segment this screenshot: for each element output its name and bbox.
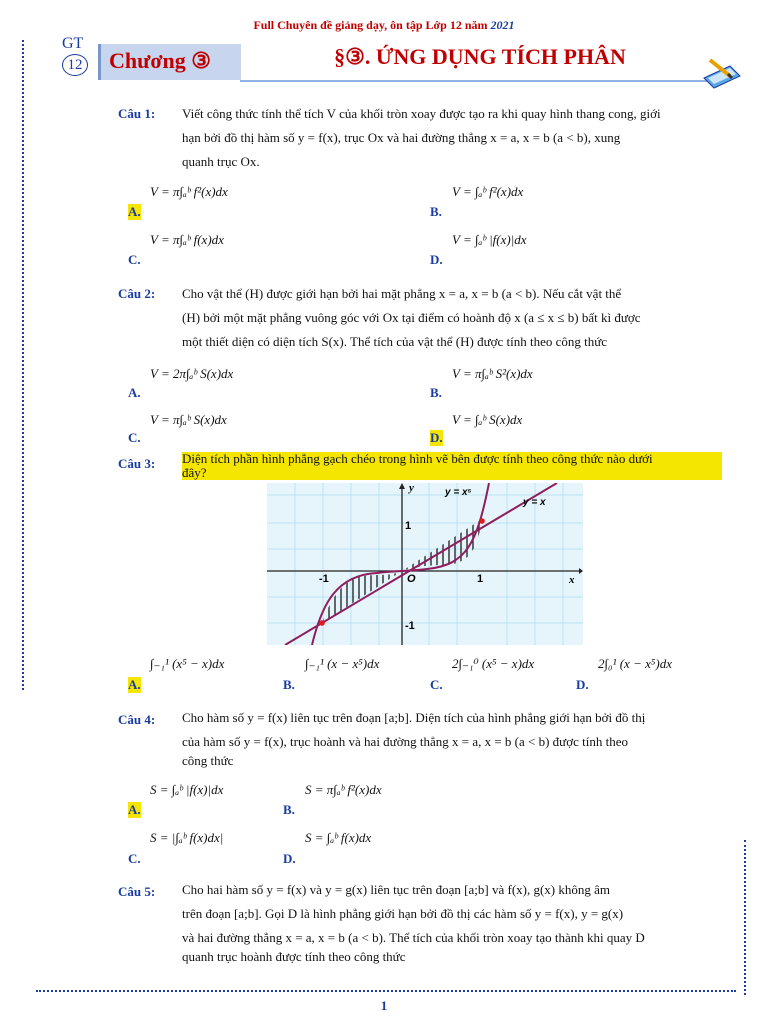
q4-option-c-formula: S = |∫ₐᵇ f(x)dx|	[150, 830, 224, 845]
q1-option-d-key[interactable]: D.	[430, 252, 443, 267]
left-border-decoration	[22, 40, 28, 690]
section-bar	[240, 44, 720, 82]
question-4-label: Câu 4:	[118, 712, 156, 727]
q2-option-a-key[interactable]: A.	[128, 385, 141, 400]
q1-line-2: hạn bởi đồ thị hàm số y = f(x), trục Ox và hai đường thẳng x = a, x = b (a < b), xung	[182, 130, 621, 145]
q2-option-d-formula: V = ∫ₐᵇ S(x)dx	[452, 412, 523, 427]
q4-line-3: công thức	[182, 753, 234, 768]
question-2-text	[182, 282, 722, 354]
q5-line-2: trên đoạn [a;b]. Gọi D là hình phẳng giới hạn bởi đồ thị các hàm số y = f(x), y = g(x)	[182, 906, 624, 921]
question-3-label: Câu 3:	[118, 456, 156, 471]
chapter-title: Chương ③	[109, 48, 211, 73]
q2-option-d-key[interactable]: D.	[430, 430, 443, 445]
question-4-text	[182, 706, 722, 768]
x-tick-1: 1	[477, 573, 484, 585]
q4-option-d-key[interactable]: D.	[283, 851, 296, 866]
q3-option-d-formula: 2∫₀¹ (x − x⁵)dx	[598, 656, 672, 671]
q1-option-c-formula: V = π∫ₐᵇ f(x)dx	[150, 232, 224, 247]
grade-number: 12	[62, 54, 88, 76]
right-border-decoration	[740, 840, 746, 995]
q5-line-3: và hai đường thẳng x = a, x = b (a < b). Thể tích của khối tròn xoay tạo thành khi quay D	[182, 930, 645, 945]
header-year: 2021	[490, 18, 515, 32]
q2-line-2: (H) bởi một mặt phẳng vuông góc với Ox tại điểm có hoành độ x (a ≤ x ≤ b) bất kì được	[182, 310, 641, 325]
footer-divider	[36, 990, 736, 993]
q3-option-b-formula: ∫₋₁¹ (x − x⁵)dx	[305, 656, 380, 671]
page-number: 1	[380, 998, 388, 1013]
document-header	[0, 18, 768, 33]
q3-line-2: đây?	[182, 465, 207, 480]
x-tick-minus-1: -1	[319, 573, 329, 585]
intersection-point-left	[319, 620, 325, 626]
q4-option-a-key[interactable]: A.	[128, 802, 141, 817]
q2-line-1: Cho vật thể (H) được giới hạn bởi hai mặt phẳng x = a, x = b (a < b). Nếu cắt vật thể	[182, 286, 622, 301]
q2-line-3: một thiết diện có diện tích S(x). Thể tích của vật thể (H) được tính theo công thức	[182, 334, 608, 349]
q3-option-c-key[interactable]: C.	[430, 677, 443, 692]
q1-option-a-key[interactable]: A.	[128, 204, 141, 219]
graph-figure	[267, 483, 583, 645]
y-tick-1: 1	[405, 520, 412, 532]
q4-option-a-formula: S = ∫ₐᵇ |f(x)|dx	[150, 782, 224, 797]
question-1-text	[182, 102, 722, 174]
q2-option-b-formula: V = π∫ₐᵇ S²(x)dx	[452, 366, 533, 381]
q5-line-1: Cho hai hàm số y = f(x) và y = g(x) liên tục trên đoạn [a;b] và f(x), g(x) không âm	[182, 882, 611, 897]
q4-line-2: của hàm số y = f(x), trục hoành và hai đường thẳng x = a, x = b (a < b) được tính theo	[182, 734, 628, 749]
question-2-label: Câu 2:	[118, 286, 156, 301]
origin-label: O	[407, 573, 416, 585]
section-title: §③. ỨNG DỤNG TÍCH PHÂN	[334, 44, 626, 69]
q4-option-b-key[interactable]: B.	[283, 802, 295, 817]
grade-badge	[62, 36, 88, 76]
question-5-text	[182, 878, 722, 964]
q3-option-a-key[interactable]: A.	[128, 677, 141, 692]
q1-option-b-key[interactable]: B.	[430, 204, 442, 219]
book-pen-icon	[700, 56, 744, 90]
q3-option-b-key[interactable]: B.	[283, 677, 295, 692]
question-1-label: Câu 1:	[118, 106, 156, 121]
y-axis-label: y	[409, 483, 414, 494]
label-y-x: y = x	[523, 497, 546, 508]
header-text: Full Chuyên đề giảng dạy, ôn tập Lớp 12 năm	[253, 18, 488, 32]
q2-option-b-key[interactable]: B.	[430, 385, 442, 400]
q1-option-c-key[interactable]: C.	[128, 252, 141, 267]
q4-option-c-key[interactable]: C.	[128, 851, 141, 866]
intersection-point-right	[479, 518, 485, 524]
q2-option-a-formula: V = 2π∫ₐᵇ S(x)dx	[150, 366, 234, 381]
q4-option-b-formula: S = π∫ₐᵇ f²(x)dx	[305, 782, 382, 797]
label-y-x5: y = x⁵	[445, 487, 472, 498]
question-5-label: Câu 5:	[118, 884, 156, 899]
q1-line-3: quanh trục Ox.	[182, 154, 260, 169]
y-tick-minus-1: -1	[405, 620, 415, 632]
q3-option-c-formula: 2∫₋₁⁰ (x⁵ − x)dx	[452, 656, 535, 671]
q1-option-d-formula: V = ∫ₐᵇ |f(x)|dx	[452, 232, 527, 247]
q2-option-c-formula: V = π∫ₐᵇ S(x)dx	[150, 412, 227, 427]
question-3-text	[182, 452, 722, 480]
q4-option-d-formula: S = ∫ₐᵇ f(x)dx	[305, 830, 372, 845]
grade-label: GT	[62, 35, 84, 52]
q1-option-b-formula: V = ∫ₐᵇ f²(x)dx	[452, 184, 524, 199]
q3-option-d-key[interactable]: D.	[576, 677, 589, 692]
q5-line-4: quanh trục hoành được tính theo công thức	[182, 949, 406, 964]
q2-option-c-key[interactable]: C.	[128, 430, 141, 445]
q3-option-a-formula: ∫₋₁¹ (x⁵ − x)dx	[150, 656, 225, 671]
q3-line-1: Diện tích phần hình phẳng gạch chéo trong hình vẽ bên được tính theo công thức nào dưới	[182, 451, 653, 466]
x-axis-label: x	[569, 574, 575, 586]
q1-line-1: Viết công thức tính thể tích V của khối tròn xoay được tạo ra khi quay hình thang cong, giới	[182, 106, 661, 121]
q4-line-1: Cho hàm số y = f(x) liên tục trên đoạn [a;b]. Diện tích của hình phẳng giới hạn bởi đồ thị	[182, 710, 646, 725]
chapter-box	[98, 44, 241, 80]
q1-option-a-formula: V = π∫ₐᵇ f²(x)dx	[150, 184, 228, 199]
